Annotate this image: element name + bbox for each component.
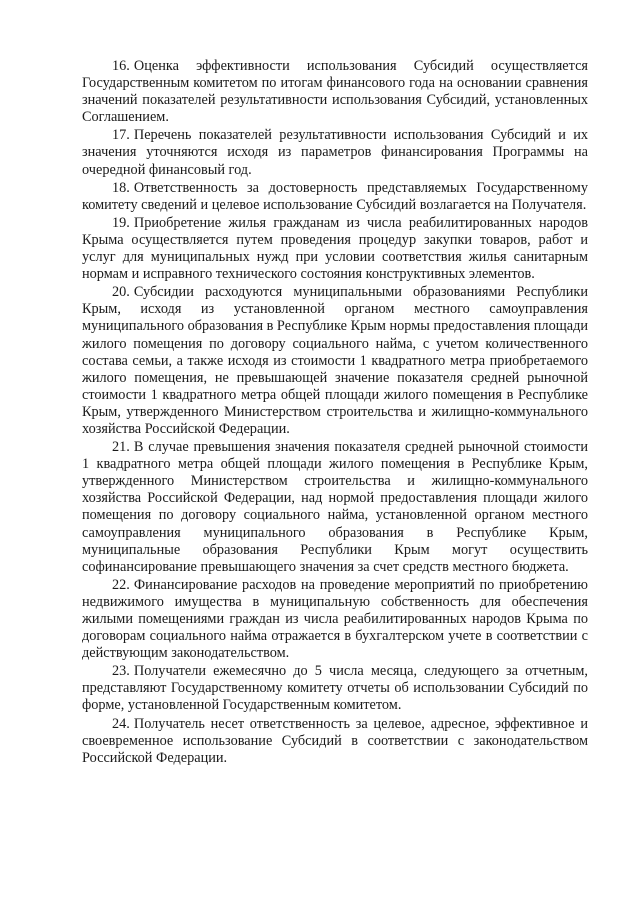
paragraph-18 <box>82 180 588 214</box>
paragraph-text: Финансирование расходов на проведение мероприятий по приобретению недвижимого имущества в муниципальную собственность для обеспечения жилыми помещениями граждан из числа реабилитированных народов Крыма по договорам социального найма отражается в бухгалтерском учете в соответствии с действующим законодательством. <box>82 576 588 662</box>
paragraph-20 <box>82 284 588 438</box>
paragraph-number: 18. <box>112 179 130 196</box>
paragraph-text: Получатель несет ответственность за целевое, адресное, эффективное и своевременное использование Субсидий в соответствии с законодательством Российской Федерации. <box>82 715 588 766</box>
paragraph-22 <box>82 577 588 662</box>
paragraph-text: Субсидии расходуются муниципальными образованиями Республики Крым, исходя из установленной органом местного самоуправления муниципального образования в Республике Крым нормы предоставления площади жилого помещения по договору социального найма, с учетом количественного состава семьи, а также исходя из стоимости 1 квадратного метра приобретаемого жилого помещения, не превышающей значение показателя средней рыночной стоимости 1 квадратного метра общей площади жилого помещения в Республике Крым, утвержденного Министерством строительства и жилищно-коммунального хозяйства Российской Федерации. <box>82 284 588 437</box>
paragraph-number: 19. <box>112 214 130 231</box>
paragraph-16 <box>82 58 588 126</box>
paragraph-24 <box>82 716 588 767</box>
paragraph-text: Ответственность за достоверность представляемых Государственному комитету сведений и целевое использование Субсидий возлагается на Получателя. <box>82 179 588 213</box>
paragraph-number: 24. <box>112 715 130 732</box>
document-body <box>82 58 588 768</box>
paragraph-number: 22. <box>112 576 130 593</box>
paragraph-23 <box>82 663 588 714</box>
paragraph-text: Перечень показателей результативности использования Субсидий и их значения уточняются исходя из параметров финансирования Программы на очередной финансовый год. <box>82 127 588 178</box>
paragraph-number: 17. <box>112 127 130 144</box>
paragraph-number: 16. <box>112 58 130 74</box>
paragraph-21 <box>82 439 588 576</box>
paragraph-number: 20. <box>112 284 130 301</box>
paragraph-number: 23. <box>112 663 130 680</box>
paragraph-text: Приобретение жилья гражданам из числа реабилитированных народов Крыма осуществляется путем проведения процедур закупки товаров, работ и услуг для муниципальных нужд при условии соответствия жилья санитарным нормам и исправного технического состояния конструктивных элементов. <box>82 214 588 283</box>
paragraph-19 <box>82 215 588 283</box>
paragraph-17 <box>82 127 588 178</box>
paragraph-text: Получатели ежемесячно до 5 числа месяца, следующего за отчетным, представляют Государственному комитету отчеты об использовании Субсидий по форме, установленной Государственным комитетом. <box>82 663 588 714</box>
paragraph-text: В случае превышения значения показателя средней рыночной стоимости 1 квадратного метра общей площади жилого помещения в Республике Крым, утвержденного Министерством строительства и жилищно-коммунального хозяйства Российской Федерации, над нормой предоставления площади жилого помещения по договору социального найма, установленной органом местного самоуправления муниципального образования в Республике Крым, муниципальные образования Республики Крым могут осуществить софинансирование превышающего значения за счет средств местного бюджета. <box>82 439 588 575</box>
paragraph-number: 21. <box>112 439 130 456</box>
paragraph-text: Оценка эффективности использования Субсидий осуществляется Государственным комитетом по итогам финансового года на основании сравнения значений показателей результативности использования Субсидий, установленных Соглашением. <box>82 58 588 126</box>
